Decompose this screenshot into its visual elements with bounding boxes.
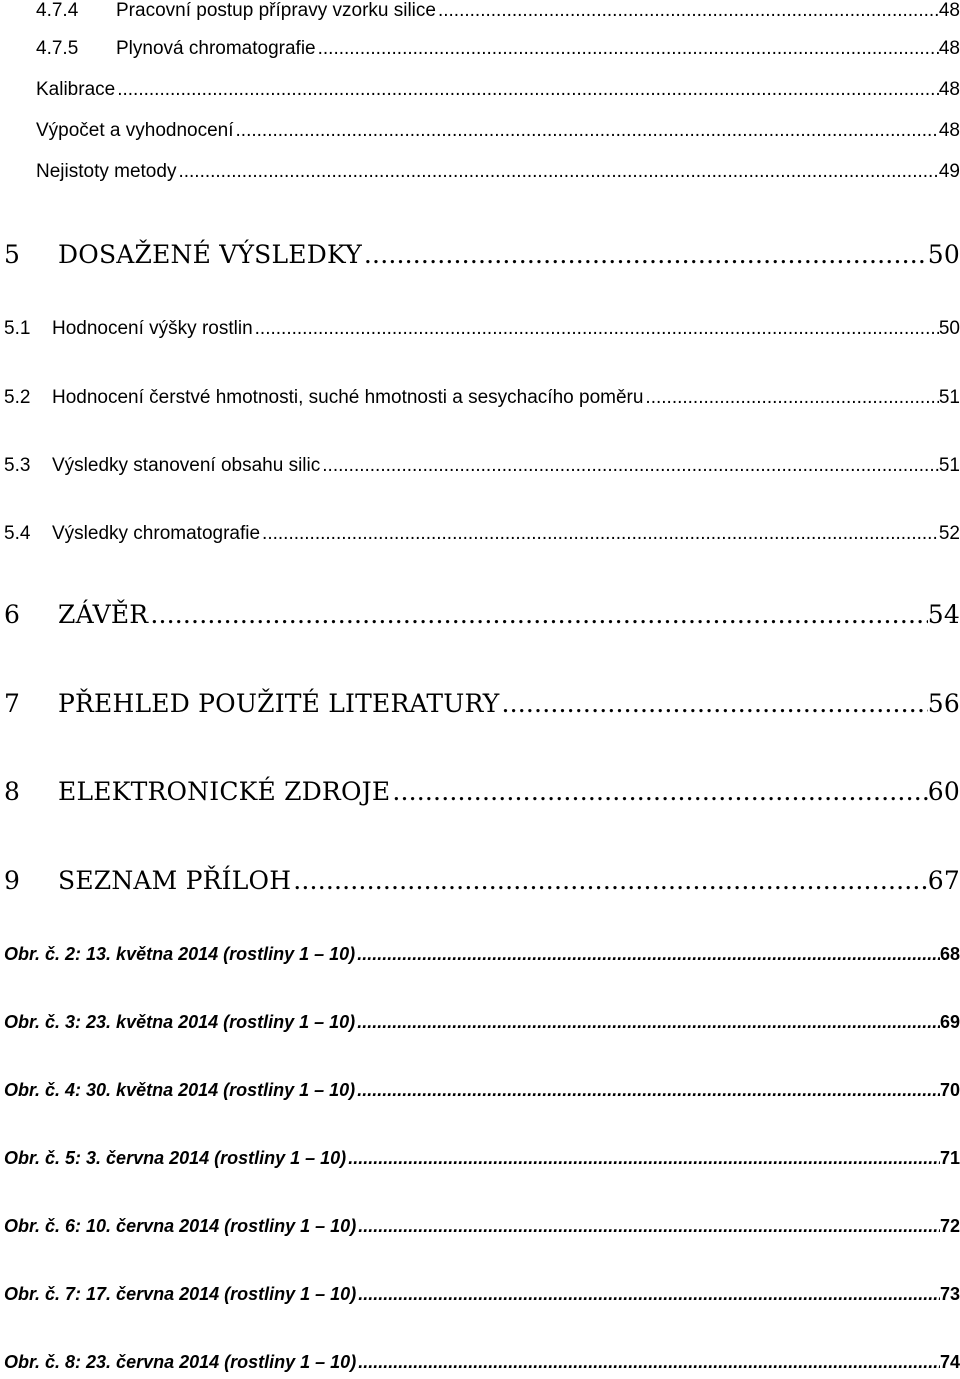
toc-figure-7[interactable] bbox=[0, 1284, 960, 1305]
toc-section-5-3[interactable] bbox=[0, 455, 960, 477]
toc-chapter-title: SEZNAM PŘÍLOH bbox=[58, 866, 292, 895]
toc-chapter-title: ELEKTRONICKÉ ZDROJE bbox=[58, 777, 391, 806]
toc-figure-4[interactable] bbox=[0, 1080, 960, 1101]
toc-figure-page: 72 bbox=[939, 1216, 960, 1236]
toc-section-title: Výsledky stanovení obsahu silic bbox=[52, 455, 321, 476]
toc-dot-leader bbox=[176, 161, 938, 183]
toc-chapter-5[interactable] bbox=[0, 240, 960, 269]
toc-dot-leader bbox=[436, 0, 939, 22]
toc-entry-title: Výpočet a vyhodnocení bbox=[36, 120, 234, 141]
toc-section-number: 5.3 bbox=[4, 455, 31, 476]
toc-entry-number: 4.7.5 bbox=[36, 38, 79, 59]
toc-chapter-page: 56 bbox=[927, 689, 960, 718]
toc-section-title: Hodnocení výšky rostlin bbox=[52, 318, 253, 339]
toc-figure-title: Obr. č. 4: 30. května 2014 (rostliny 1 – 10) bbox=[4, 1080, 356, 1100]
toc-entry-title: Kalibrace bbox=[36, 79, 116, 100]
toc-section-title: Hodnocení čerstvé hmotnosti, suché hmotnosti a sesychacího poměru bbox=[52, 387, 644, 408]
toc-section-number: 5.1 bbox=[4, 318, 31, 339]
toc-section-5-4[interactable] bbox=[0, 523, 960, 545]
toc-figure-6[interactable] bbox=[0, 1216, 960, 1237]
toc-figure-title: Obr. č. 5: 3. června 2014 (rostliny 1 – 10) bbox=[4, 1148, 347, 1168]
toc-dot-leader bbox=[356, 1284, 940, 1305]
toc-entry-title: Plynová chromatografie bbox=[116, 38, 316, 59]
toc-dot-leader bbox=[346, 1148, 940, 1169]
toc-entry-title: Nejistoty metody bbox=[36, 161, 177, 182]
toc-chapter-9[interactable] bbox=[0, 866, 960, 895]
toc-figure-title: Obr. č. 6: 10. června 2014 (rostliny 1 – 10) bbox=[4, 1216, 357, 1236]
toc-entry-number: 4.7.4 bbox=[36, 0, 79, 21]
toc-dot-leader bbox=[253, 318, 939, 340]
toc-figure-page: 69 bbox=[939, 1012, 960, 1032]
toc-chapter-page: 60 bbox=[927, 777, 960, 806]
toc-dot-leader bbox=[291, 866, 928, 895]
toc-figure-page: 68 bbox=[939, 944, 960, 964]
toc-dot-leader bbox=[355, 1012, 940, 1033]
toc-entry-page: 49 bbox=[938, 161, 960, 182]
toc-dot-leader bbox=[316, 38, 939, 60]
toc-entry-vypocet[interactable] bbox=[0, 120, 960, 142]
toc-figure-2[interactable] bbox=[0, 944, 960, 965]
toc-chapter-title: ZÁVĚR bbox=[58, 600, 149, 629]
toc-section-number: 5.2 bbox=[4, 387, 31, 408]
toc-entry-kalibrace[interactable] bbox=[0, 79, 960, 101]
toc-dot-leader bbox=[362, 240, 928, 269]
toc-section-page: 51 bbox=[938, 387, 960, 408]
toc-chapter-7[interactable] bbox=[0, 689, 960, 718]
toc-dot-leader bbox=[390, 777, 927, 806]
toc-chapter-6[interactable] bbox=[0, 600, 960, 629]
toc-figure-title: Obr. č. 2: 13. května 2014 (rostliny 1 – 10) bbox=[4, 944, 356, 964]
toc-figure-page: 71 bbox=[939, 1148, 960, 1168]
toc-section-page: 51 bbox=[938, 455, 960, 476]
toc-figure-page: 74 bbox=[939, 1352, 960, 1372]
toc-figure-title: Obr. č. 8: 23. června 2014 (rostliny 1 – 10) bbox=[4, 1352, 357, 1372]
toc-dot-leader bbox=[320, 455, 939, 477]
toc-chapter-title: DOSAŽENÉ VÝSLEDKY bbox=[58, 240, 362, 269]
toc-chapter-page: 54 bbox=[927, 600, 960, 629]
toc-dot-leader bbox=[499, 689, 927, 718]
toc-figure-3[interactable] bbox=[0, 1012, 960, 1033]
toc-entry-page: 48 bbox=[938, 38, 960, 59]
toc-section-title: Výsledky chromatografie bbox=[52, 523, 261, 544]
toc-figure-title: Obr. č. 3: 23. května 2014 (rostliny 1 – 10) bbox=[4, 1012, 356, 1032]
toc-chapter-number: 7 bbox=[4, 689, 21, 718]
toc-section-5-2[interactable] bbox=[0, 387, 960, 409]
toc-figure-page: 73 bbox=[939, 1284, 960, 1304]
toc-figure-8[interactable] bbox=[0, 1352, 960, 1373]
toc-entry-4-7-5[interactable] bbox=[0, 38, 960, 60]
toc-entry-page: 48 bbox=[938, 79, 960, 100]
toc-chapter-number: 5 bbox=[4, 240, 21, 269]
toc-chapter-number: 8 bbox=[4, 777, 21, 806]
toc-chapter-number: 6 bbox=[4, 600, 21, 629]
toc-dot-leader bbox=[355, 944, 940, 965]
toc-figure-page: 70 bbox=[939, 1080, 960, 1100]
toc-chapter-8[interactable] bbox=[0, 777, 960, 806]
toc-entry-page: 48 bbox=[938, 0, 960, 21]
toc-chapter-number: 9 bbox=[4, 866, 21, 895]
toc-entry-nejistoty[interactable] bbox=[0, 161, 960, 183]
toc-dot-leader bbox=[356, 1352, 940, 1373]
toc-section-number: 5.4 bbox=[4, 523, 31, 544]
toc-chapter-title: PŘEHLED POUŽITÉ LITERATURY bbox=[58, 689, 500, 718]
toc-chapter-page: 67 bbox=[927, 866, 960, 895]
toc-dot-leader bbox=[260, 523, 939, 545]
toc-figure-title: Obr. č. 7: 17. června 2014 (rostliny 1 – 10) bbox=[4, 1284, 357, 1304]
toc-figure-5[interactable] bbox=[0, 1148, 960, 1169]
toc-section-5-1[interactable] bbox=[0, 318, 960, 340]
toc-dot-leader bbox=[356, 1216, 940, 1237]
toc-section-page: 52 bbox=[938, 523, 960, 544]
toc-entry-page: 48 bbox=[938, 120, 960, 141]
toc-dot-leader bbox=[148, 600, 927, 629]
toc-dot-leader bbox=[115, 79, 939, 101]
toc-chapter-page: 50 bbox=[927, 240, 960, 269]
toc-dot-leader bbox=[643, 387, 938, 409]
toc-dot-leader bbox=[355, 1080, 940, 1101]
toc-section-page: 50 bbox=[938, 318, 960, 339]
toc-entry-title: Pracovní postup přípravy vzorku silice bbox=[116, 0, 436, 21]
toc-dot-leader bbox=[234, 120, 939, 142]
toc-entry-4-7-4[interactable] bbox=[0, 0, 960, 22]
